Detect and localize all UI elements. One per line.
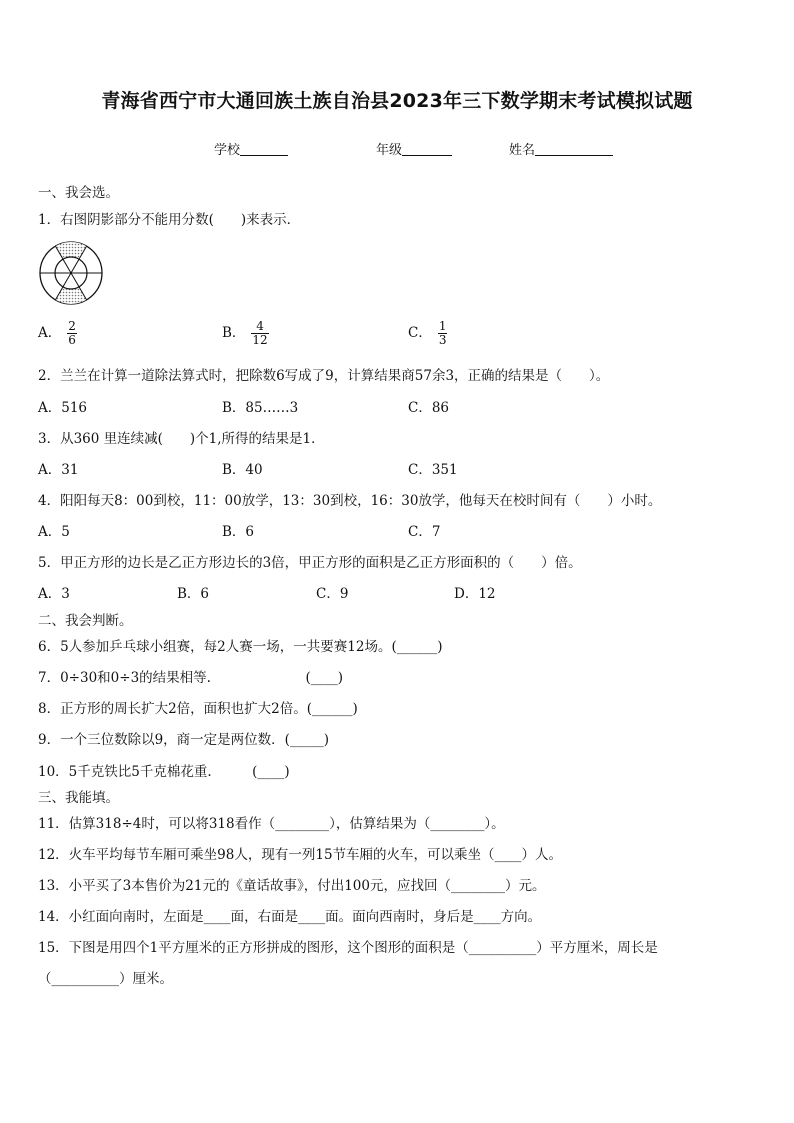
question-11: 11．估算318÷4时，可以将318看作（________），估算结果为（________）。 — [38, 816, 505, 832]
q2-option-c[interactable]: C．86 — [408, 400, 450, 416]
question-6: 6．5人参加乒乓球小组赛，每2人赛一场，一共要赛12场。(______) — [38, 639, 443, 655]
q1-option-c[interactable]: C． $\frac{1}{3}$ — [408, 319, 447, 347]
question-13: 13．小平买了3本售价为21元的《童话故事》，付出100元，应找回（________）元。 — [38, 878, 546, 894]
q4-option-b[interactable]: B．6 — [222, 524, 255, 540]
question-14: 14．小红面向南时，左面是____面，右面是____面。面向西南时，身后是____方向。 — [38, 909, 542, 925]
question-9: 9．一个三位数除以9，商一定是两位数．(_____) — [38, 732, 329, 748]
grade-label: 年级 — [376, 143, 403, 158]
question-5: 5．甲正方形的边长是乙正方形边长的3倍，甲正方形的面积是乙正方形面积的（ ）倍。 — [38, 555, 582, 571]
question-10: 10．5千克铁比5千克棉花重. (____) — [38, 764, 290, 780]
q3-option-c[interactable]: C．351 — [408, 462, 458, 478]
section-heading-2: 二、我会判断。 — [38, 613, 133, 629]
circle-fraction-diagram — [38, 240, 104, 306]
school-blank[interactable] — [240, 142, 288, 156]
grade-field — [376, 139, 452, 158]
q4-option-a[interactable]: A．5 — [38, 524, 70, 540]
question-3: 3．从360 里连续减( )个1,所得的结果是1． — [38, 431, 325, 447]
name-label: 姓名 — [509, 143, 536, 158]
page-title: 青海省西宁市大通回族土族自治县2023年三下数学期末考试模拟试题 — [101, 90, 693, 112]
grade-blank[interactable] — [402, 142, 452, 156]
q5-option-d[interactable]: D．12 — [454, 586, 496, 602]
name-blank[interactable] — [535, 142, 613, 156]
name-field — [509, 139, 613, 158]
q1-option-b[interactable]: B． $\frac{4}{12}$ — [222, 319, 268, 347]
section-heading-3: 三、我能填。 — [38, 790, 119, 806]
school-label: 学校 — [214, 143, 241, 158]
q3-option-b[interactable]: B．40 — [222, 462, 263, 478]
section-heading-1: 一、我会选。 — [38, 185, 119, 201]
question-15-continued: （__________）厘米。 — [38, 971, 173, 987]
q2-option-b[interactable]: B．85……3 — [222, 400, 299, 416]
q4-option-c[interactable]: C．7 — [408, 524, 441, 540]
q1-option-a[interactable]: A． $\frac{2}{6}$ — [38, 319, 76, 347]
fraction: $\frac{1}{3}$ — [438, 319, 447, 347]
question-15: 15．下图是用四个1平方厘米的正方形拼成的图形，这个图形的面积是（__________）平方厘米，周长是 — [38, 940, 658, 956]
question-12: 12．火车平均每节车厢可乘坐98人，现有一列15节车厢的火车，可以乘坐（____）人。 — [38, 847, 563, 863]
q3-option-a[interactable]: A．31 — [38, 462, 79, 478]
q5-option-c[interactable]: C．9 — [316, 586, 349, 602]
fraction: $\frac{4}{12}$ — [252, 319, 268, 347]
question-2: 2．兰兰在计算一道除法算式时，把除数6写成了9，计算结果商57余3，正确的结果是（ ）。 — [38, 368, 610, 384]
question-4: 4．阳阳每天8：00到校，11：00放学，13：30到校，16：30放学，他每天在校时间有（ ）小时。 — [38, 493, 662, 509]
q5-option-b[interactable]: B．6 — [177, 586, 210, 602]
q2-option-a[interactable]: A．516 — [38, 400, 88, 416]
question-8: 8．正方形的周长扩大2倍，面积也扩大2倍。(______) — [38, 701, 358, 717]
school-field — [214, 139, 288, 158]
question-1: 1．右图阴影部分不能用分数( )来表示． — [38, 212, 301, 228]
question-7: 7．0÷30和0÷3的结果相等. (____) — [38, 670, 343, 686]
fraction: $\frac{2}{6}$ — [68, 319, 76, 347]
q5-option-a[interactable]: A．3 — [38, 586, 70, 602]
